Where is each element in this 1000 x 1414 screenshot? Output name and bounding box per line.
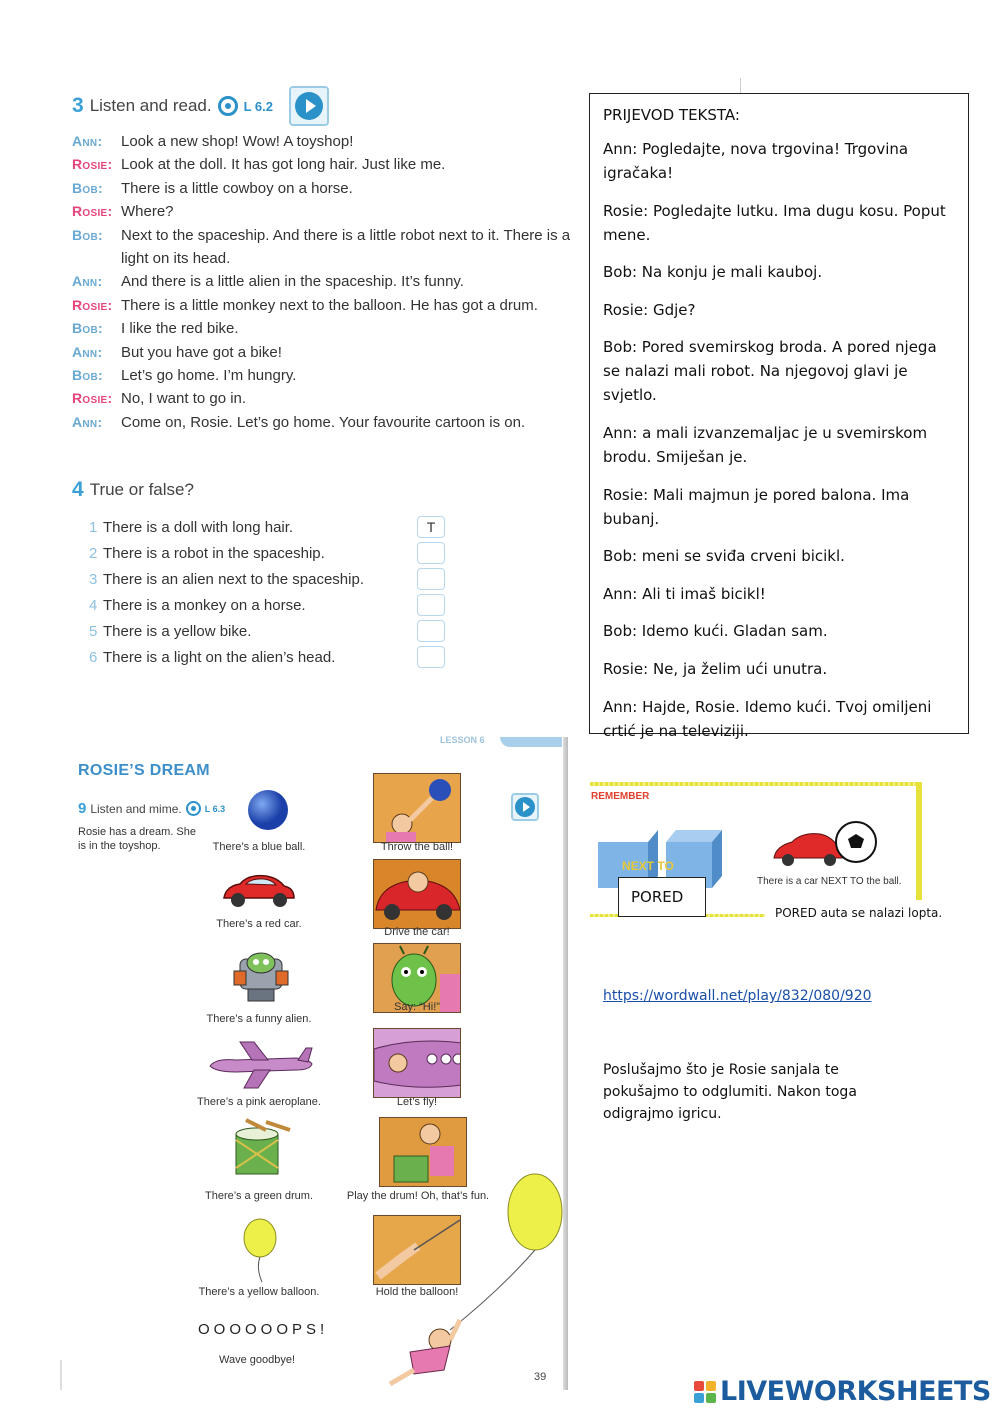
translation-line: Bob: Idemo kući. Gladan sam. (603, 622, 828, 641)
tf-row (89, 514, 449, 540)
panel-drive-car (373, 859, 461, 929)
margin-line (740, 78, 741, 94)
exercise3-title: Listen and read. (89, 96, 212, 115)
liveworksheets-logo-icon (694, 1381, 716, 1403)
red-car-icon (218, 870, 298, 912)
tf-number: 1 (89, 518, 98, 536)
dialogue-text: Next to the spaceship. And there is a little robot next to it. There is a light on its head. (121, 226, 571, 268)
tf-statement: There is a doll with long hair. (103, 518, 294, 536)
tf-answer-box[interactable] (417, 542, 445, 564)
tf-answer-box[interactable] (417, 568, 445, 590)
speaker-name: Bob: (72, 226, 103, 243)
dialogue-line (72, 224, 572, 271)
translation-line: Ann: Hajde, Rosie. Idemo kući. Tvoj omiljeni crtić je na televiziji. (603, 697, 932, 740)
headphones-icon (218, 96, 238, 116)
speaker-name: Rosie: (72, 203, 113, 220)
translation-line: Rosie: Ne, ja želim ući unutra. (603, 659, 828, 678)
translation-line: Bob: Na konju je mali kauboj. (603, 263, 823, 282)
translation-line: Ann: Ali ti imaš bicikl! (603, 584, 766, 603)
green-drum-icon (226, 1118, 296, 1182)
car-and-ball-icon (772, 818, 878, 870)
remember-caption: There is a car NEXT TO the ball. (757, 876, 902, 887)
speaker-name: Ann: (72, 413, 103, 430)
dialogue-text: But you have got a bike! (121, 343, 282, 361)
exercise9-header (78, 800, 225, 817)
lesson-bar (500, 737, 562, 747)
play-icon (515, 797, 535, 817)
translation-line: Ann: Pogledajte, nova trgovina! Trgovina igračaka! (603, 140, 909, 182)
object-caption: There’s a funny alien. (206, 1013, 312, 1025)
dialogue-text: There is a little cowboy on a horse. (121, 179, 353, 197)
dialogue-text: Look a new shop! Wow! A toyshop! (121, 133, 354, 150)
headphones-icon (186, 801, 201, 816)
speaker-name: Bob: (72, 320, 103, 337)
exercise4-header (72, 478, 194, 502)
action-caption: Drive the car! (384, 926, 450, 938)
tf-row (89, 644, 449, 670)
tf-answer-box[interactable]: T (417, 516, 445, 538)
dialogue-text: Come on, Rosie. Let’s go home. Your favourite cartoon is on. (121, 413, 526, 431)
speaker-name: Bob: (72, 367, 103, 384)
tf-row (89, 592, 449, 618)
next-to-label: NEXT TO (622, 859, 674, 873)
translation-line: Rosie: Gdje? (603, 300, 696, 319)
translation-line: Rosie: Pogledajte lutku. Ima dugu kosu. Poput mene. (603, 201, 946, 244)
girl-throwing-ball-icon (374, 774, 461, 843)
girl-driving-car-icon (374, 860, 461, 929)
dialogue-text: Let’s go home. I’m hungry. (121, 367, 297, 385)
speaker-name: Rosie: (72, 156, 113, 173)
pored-label: PORED (618, 877, 706, 917)
action-caption: Let’s fly! (396, 1096, 438, 1108)
speaker-name: Ann: (72, 133, 103, 149)
dialogue-line (72, 387, 572, 410)
tf-answer-box[interactable] (417, 620, 445, 642)
action-caption: Hold the balloon! (375, 1286, 459, 1298)
dialogue-line (72, 200, 572, 223)
exercise4-number: 4 (72, 478, 84, 501)
translation-heading: PRIJEVOD TEKSTA: (603, 106, 740, 124)
pink-aeroplane-icon (206, 1038, 316, 1090)
lesson-label: LESSON 6 (440, 735, 485, 745)
panel-lets-fly (373, 1028, 461, 1098)
exercise3-number: 3 (72, 94, 84, 117)
exercise3-track: L 6.2 (243, 98, 273, 114)
dialogue-line (72, 177, 572, 200)
object-caption: There’s a blue ball. (212, 841, 306, 853)
tf-statement: There is a monkey on a horse. (103, 596, 306, 614)
tf-number: 6 (89, 648, 98, 666)
oops-text: OOOOOOPS! (198, 1321, 329, 1338)
tf-statement: There is a yellow bike. (103, 622, 252, 640)
dialogue-text: There is a little monkey next to the balloon. He has got a drum. (121, 296, 538, 314)
speaker-name: Ann: (72, 273, 103, 290)
translation-line: Bob: meni se sviđa crveni bicikl. (603, 547, 845, 566)
object-caption: There’s a yellow balloon. (198, 1286, 320, 1298)
aeroplane-window-icon (374, 1029, 461, 1098)
exercise9-track: L 6.3 (204, 803, 226, 814)
exercise9-number: 9 (78, 800, 87, 817)
speaker-name: Ann: (72, 343, 103, 360)
translation-line: Ann: a mali izvanzemaljac je u svemirskom brodu. Smiješan je. (603, 423, 928, 466)
lesson-tab (440, 737, 565, 747)
pored-note: PORED auta se nalazi lopta. (775, 906, 943, 920)
panel-throw-ball (373, 773, 461, 843)
action-caption: Throw the ball! (380, 841, 454, 853)
tf-answer-box[interactable] (417, 646, 445, 668)
dialogue-line (72, 294, 572, 317)
action-caption: Say: “Hi!” (394, 1001, 440, 1013)
object-caption: There’s a green drum. (204, 1190, 314, 1202)
dialogue-text: And there is a little alien in the spaceship. It’s funny. (121, 273, 464, 291)
speaker-name: Rosie: (72, 296, 113, 313)
dialogue-line (72, 317, 572, 340)
tf-number: 5 (89, 622, 98, 640)
exercise3-play-button[interactable] (289, 86, 329, 126)
exercise4-title: True or false? (89, 480, 194, 499)
exercise3-header (72, 86, 329, 126)
speaker-name: Rosie: (72, 390, 113, 407)
translation-line: Bob: Pored svemirskog broda. A pored njega se nalazi mali robot. Na njegovoj glavi je svjetlo. (603, 338, 937, 405)
dream-title: ROSIE’S DREAM (78, 762, 210, 779)
tf-statement: There is a robot in the spaceship. (103, 544, 325, 562)
object-caption: There’s a red car. (216, 918, 302, 930)
translation-box (589, 93, 969, 740)
remember-label: REMEMBER (591, 791, 650, 802)
dialogue-text: Where? (121, 203, 174, 221)
wordwall-link[interactable]: https://wordwall.net/play/832/080/920 (603, 988, 872, 1004)
exercise9-title: Listen and mime. (90, 801, 182, 816)
tf-number: 2 (89, 544, 98, 562)
dialogue-line (72, 270, 572, 293)
play-icon (295, 92, 323, 120)
translation-line: Rosie: Mali majmun je pored balona. Ima bubanj. (603, 485, 910, 528)
dialogue-line (72, 130, 572, 153)
tf-row (89, 618, 449, 644)
tf-row (89, 566, 449, 592)
margin-mark (60, 1360, 62, 1390)
tf-number: 3 (89, 570, 98, 588)
exercise9-play-button[interactable] (511, 793, 539, 821)
dialogue-line (72, 341, 572, 364)
liveworksheets-wordmark: LIVEWORKSHEETS (720, 1376, 991, 1407)
action-caption: Play the drum! Oh, that’s fun. (346, 1190, 490, 1202)
dialogue-line (72, 153, 572, 176)
tf-number: 4 (89, 596, 98, 614)
dialogue-text: Look at the doll. It has got long hair. Just like me. (121, 156, 446, 174)
tf-row (89, 540, 449, 566)
object-caption: There’s a pink aeroplane. (197, 1096, 321, 1108)
speaker-name: Bob: (72, 179, 103, 196)
dialogue-line (72, 364, 572, 387)
tf-answer-box[interactable] (417, 594, 445, 616)
dream-intro: Rosie has a dream. She is in the toyshop. (78, 826, 197, 852)
tf-statement: There is a light on the alien’s head. (103, 648, 336, 666)
liveworksheets-brand (694, 1376, 991, 1407)
yellow-balloon-icon (240, 1218, 280, 1284)
instruction-note: Poslušajmo što je Rosie sanjala te pokušajmo to odglumiti. Nakon toga odigrajmo igricu. (603, 1062, 857, 1122)
blue-ball-icon (246, 788, 290, 832)
true-false-list (89, 514, 449, 670)
dialogue (72, 130, 572, 434)
dialogue-text: No, I want to go in. (121, 390, 247, 408)
wave-goodbye: Wave goodbye! (219, 1354, 296, 1366)
girl-flying-with-balloon-icon (380, 1170, 570, 1390)
alien-robot-icon (230, 945, 292, 1007)
page-number: 39 (534, 1371, 547, 1383)
dialogue-text: I like the red bike. (121, 320, 239, 338)
tf-statement: There is an alien next to the spaceship. (103, 570, 364, 588)
dialogue-line (72, 411, 572, 434)
